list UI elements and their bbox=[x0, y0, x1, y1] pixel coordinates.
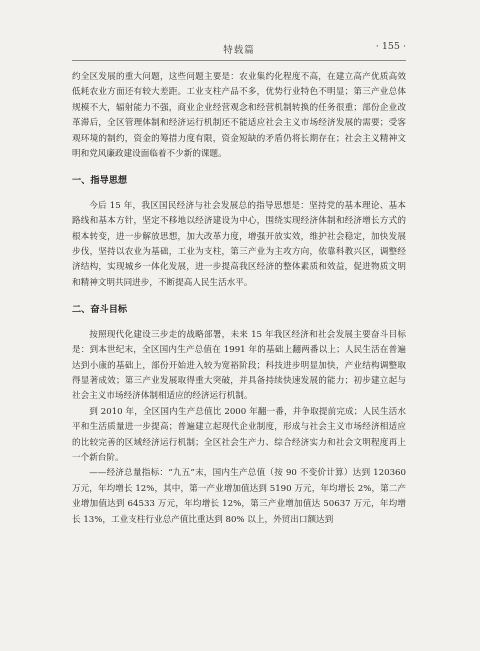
section-title: 特载篇 bbox=[223, 45, 255, 56]
paragraph: 按照现代化建设三步走的战略部署，未来 15 年我区经济和社会发展主要奋斗目标是：到本世纪末，全区国内生产总值在 1991 年的基础上翻两番以上；人民生活在普遍达到小康的基础上，部份开始进入较为宽裕阶段；科技进步明显加快，产业结构调整取得显著成效；第三产业发展取得重大突破，并具备持续快速发展的能力；初步建立起与社会主义市场经济体制相适应的经济运行机制。 bbox=[72, 329, 406, 402]
paragraph: ——经济总量指标：“九五”末，国内生产总值（按 90 不变价计算）达到 120360 万元，年均增长 12%，其中，第一产业增加值达到 5190 万元，年均增长 2%，第二产业增加值达到 64533 万元，年均增长 12%，第三产业增加值达 50637 万元，年均增长 13%，工业支柱行业总产值比重达到 80% 以上，外贸出口额达到 bbox=[72, 468, 406, 525]
paragraph: 约全区发展的重大问题，这些问题主要是：农业集约化程度不高，在建立高产优质高效低耗农业方面还有较大差距。工业支柱产品不多，优势行业特色不明显；第三产业总体规模不大，辐射能力不强，商业企业经营观念和经营机制转换的任务很重；部份企业改革滞后，全区管理体制和经济运行机制还不能适应社会主义市场经济发展的需要；受客观环境的制约，资金的筹措力度有限，资金短缺的矛盾仍将长期存在；社会主义精神文明和党风廉政建设面临着不少新的课题。 bbox=[72, 72, 406, 160]
section-heading: 二、奋斗目标 bbox=[72, 304, 128, 316]
paragraph: 今后 15 年，我区国民经济与社会发展总的指导思想是：坚持党的基本理论、基本路线和基本方针，坚定不移地以经济建设为中心，围绕实现经济体制和经济增长方式的根本转变，进一步解放思想，加大改革力度，增强开放实效，维护社会稳定，加快发展步伐，坚持以农业为基础，工业为支柱，第三产业为主攻方向，依靠科教兴区，调整经济结构，实现城乡一体化发展，进一步提高我区经济的整体素质和效益，促进物质文明和精神文明共同进步，不断提高人民生活水平。 bbox=[72, 200, 406, 288]
page-header bbox=[72, 40, 406, 61]
body-text bbox=[72, 70, 406, 528]
section-heading: 一、指导思想 bbox=[72, 175, 128, 187]
paragraph: 到 2010 年，全区国内生产总值比 2000 年翻一番，并争取提前完成；人民生活水平和生活质量进一步提高；普遍建立起现代企业制度，形成与社会主义市场经济相适应的比较完善的区域经济运行机制；全区社会生产力、综合经济实力和社会文明程度再上一个新台阶。 bbox=[72, 406, 406, 463]
page-number: · 155 · bbox=[375, 41, 406, 52]
